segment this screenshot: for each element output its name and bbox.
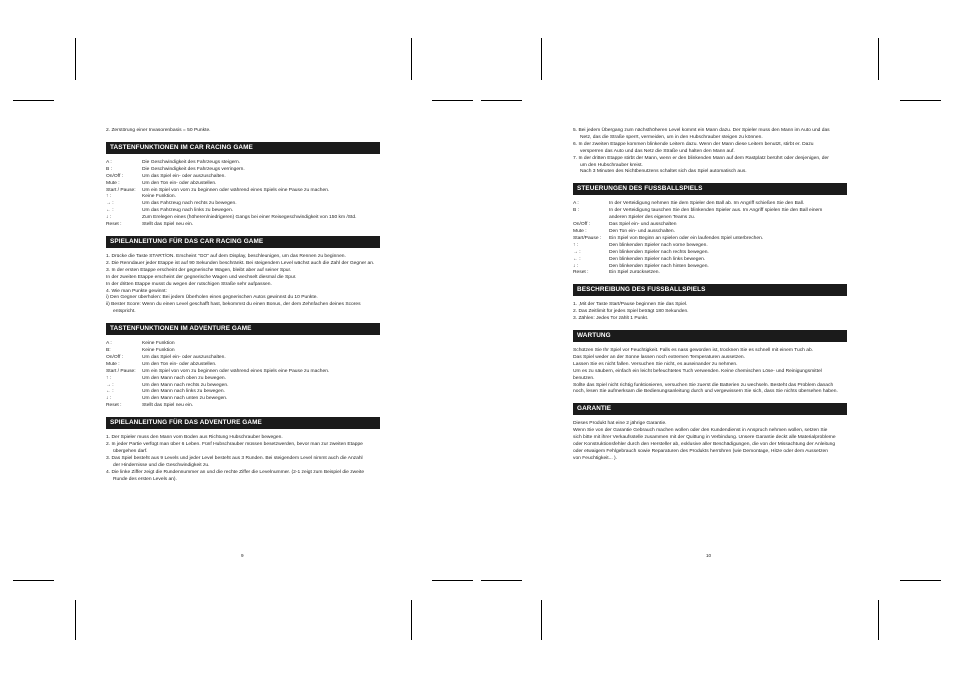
- arrow-right-icon: → :: [106, 201, 114, 207]
- page-number: 9: [241, 553, 244, 558]
- key-desc: Um das Spiel ein- oder auszuschalten.: [142, 354, 226, 360]
- arrow-down-icon: ↓ :: [573, 263, 579, 269]
- instruction-list: [106, 435, 380, 483]
- key-list: [106, 160, 380, 229]
- instruction-line: ii) Bester Score: Wenn du einen Level geschafft hast, bekommst du einen Bonus, der dem Zehnfachen deines Scores: [106, 302, 361, 308]
- key-desc: Den blinkenden Spieler nach links bewegen.: [609, 256, 706, 262]
- key-row: [106, 167, 380, 174]
- key-desc: anderen Spieler des eigenen Teams zu.: [609, 215, 696, 221]
- key-desc: Ein Spiel zurücksetzen.: [609, 270, 660, 276]
- key-row: [573, 257, 847, 264]
- arrow-left-icon: ← :: [573, 256, 581, 262]
- key-desc: Ein Spiel von Beginn an spielen oder ein laufendes Spiel unterbrechen.: [609, 235, 764, 241]
- key-row: [106, 403, 380, 410]
- key-label: Start/Pause :: [573, 235, 602, 241]
- key-label: B :: [106, 166, 112, 172]
- paragraph-block: [573, 348, 847, 396]
- arrow-up-icon: ↑ :: [106, 194, 112, 200]
- instruction-line: 1. Der Spieler muss den Mann vom Boden aus Richtung Hubschrauber bewegen.: [106, 435, 283, 441]
- left-page: [106, 128, 380, 484]
- key-label: Start / Pause:: [106, 368, 136, 374]
- key-desc: Um den Mann nach rechts zu bewegen.: [142, 382, 229, 388]
- text-line: benutzen.: [573, 375, 595, 381]
- key-row: [106, 355, 380, 362]
- instruction-line: 3. Zählen: Jedes Tor zählt 1 Punkt.: [573, 316, 649, 322]
- key-desc: Um den Mann nach unten zu bewegen.: [142, 396, 228, 402]
- text-line: Um es zu säubern, einfach ein leicht befeuchtetes Tuch verwenden. Keine chemischen Löse- und Reinigungsmittel: [573, 368, 822, 374]
- instruction-line: übergehen darf.: [113, 449, 148, 454]
- instruction-line: 4. Die linke Ziffer zeigt die Rundennummer an und die rechte Ziffer die Levelnummer. (2-1 zeigt zum Beispiel die zweite: [106, 469, 365, 475]
- key-list: [573, 201, 847, 277]
- crop-mark: [900, 580, 941, 581]
- section-header: TASTENFUNKTIONEN IM CAR RACING GAME: [106, 142, 380, 154]
- section-header: WARTUNG: [573, 330, 847, 342]
- crop-mark: [481, 580, 522, 581]
- crop-mark: [432, 580, 473, 581]
- instruction-line: i) Den Gegner überholen: Bei jedem Überholen eines gegnerischen Autos gewinnst du 10 Punkte.: [106, 295, 318, 301]
- key-row: [106, 174, 380, 181]
- key-desc: Um das Fahrzeug nach links zu bewegen.: [142, 208, 234, 214]
- key-label: Start / Pause:: [106, 187, 136, 193]
- key-desc: In der Verteidigung nehmen Sie dem Spieler den Ball ab. Im Angriff schießen Sie den Ball.: [609, 201, 805, 207]
- text-line: von Feuchtigkeit... ).: [573, 455, 618, 461]
- text-line: Wenn Sie von der Garantie Gebrauch machen wollen oder den Kundendienst in Anspruch nehmen wollen, setzen Sie: [573, 428, 828, 434]
- section-header: SPIELANLEITUNG FÜR DAS CAR RACING GAME: [106, 236, 380, 248]
- text-line: Sollte das Spiel nicht richtig funktionieren, versuchen Sie zuerst die Batterien zu wechseln. Besteht das Problem danach: [573, 382, 834, 388]
- instruction-line: 4. Wie man Punkte gewinnt:: [106, 288, 167, 294]
- intro-list: [573, 128, 847, 176]
- key-row: [573, 250, 847, 257]
- text-line: noch, lesen Sie aufmerksam die Bedienungsanleitung durch und vergewissern Sie sich, dass Sie nichts übersehen haben.: [573, 389, 838, 395]
- key-label: Reset :: [106, 403, 122, 409]
- crop-mark: [432, 100, 473, 101]
- key-row: [573, 270, 847, 277]
- key-desc: Stellt das Spiel neu ein.: [142, 222, 194, 228]
- text-line: oder Konstruktionsfehler durch den Hersteller ab, exklusive aller Beschädigungen, die von der Missachtung der Anleitung: [573, 442, 836, 448]
- instruction-line: 2. Die Renndauer jeder Etappe ist auf 90 Sekunden beschränkt. Bei steigendem Level wächst auch die Zahl der Gegner an.: [106, 260, 375, 266]
- instruction-list: [573, 302, 847, 323]
- key-desc: Den blinkenden Spieler nach hinten bewegen.: [609, 263, 709, 269]
- key-desc: Keine Funktion: [142, 341, 175, 347]
- instruction-line: 3. In der ersten Etappe erscheint der gegnerische Wagen, bleibt aber auf seiner Spur.: [106, 267, 292, 273]
- section-header: BESCHREIBUNG DES FUSSBALLSPIELS: [573, 284, 847, 296]
- key-desc: In der Verteidigung tauschen Sie den blinkenden Spieler aus. Im Angriff spielen Sie den Ball einem: [609, 208, 823, 214]
- crop-mark: [75, 600, 76, 640]
- crop-mark: [411, 600, 412, 640]
- crop-mark: [481, 100, 522, 101]
- key-label: A :: [573, 201, 579, 207]
- instruction-line: entspricht.: [113, 309, 136, 315]
- instruction-line: um den Hubschrauber kreist.: [580, 162, 643, 168]
- key-row: [106, 369, 380, 376]
- key-label: On/Off :: [106, 173, 124, 179]
- arrow-right-icon: → :: [573, 249, 581, 255]
- text-line: sich bitte mit ihrer Verkaufsstelle zusammen mit der Quittung in Verbindung. Unsere Garantie deckt alle Materialprobleme: [573, 435, 836, 441]
- text-line: Das Spiel weder an der Sonne lassen noch extremen Temperaturen aussetzen.: [573, 354, 745, 360]
- key-desc: Um ein Spiel von vorn zu beginnen oder während eines Spiels eine Pause zu machen.: [142, 187, 330, 193]
- arrow-right-icon: → :: [106, 382, 114, 388]
- key-row: [573, 236, 847, 243]
- instruction-line: 2. In jeder Partie verfügt man über 6 Leben. Fünf Hubschrauber müssen besetzwerden, bevor man zur zweiten Etappe: [106, 442, 363, 448]
- key-row: [106, 376, 380, 383]
- key-label: B :: [573, 208, 579, 214]
- crop-mark: [75, 38, 76, 80]
- key-desc: Um ein Spiel von vorn zu beginnen oder während eines Spiels eine Pause zu machen.: [142, 368, 330, 374]
- key-desc: Das Spiel ein- und ausschalten: [609, 222, 677, 228]
- intro-line: 2. Zerstörung einer Invasorenbasis = 50 Punkte.: [106, 128, 211, 133]
- instruction-line: der Hindernisse und die Geschwindigkeit zu.: [113, 462, 210, 468]
- section-header: SPIELANLEITUNG FÜR DAS ADVENTURE GAME: [106, 417, 380, 429]
- crop-mark: [878, 38, 879, 80]
- key-desc: Den blinkenden Spieler nach vorne bewegen.: [609, 242, 708, 248]
- key-row: [573, 229, 847, 236]
- key-row: [573, 243, 847, 250]
- key-row: [106, 181, 380, 188]
- key-label: Reset :: [573, 270, 589, 276]
- key-desc: Den Ton ein- und ausschalten.: [609, 228, 675, 234]
- crop-mark: [13, 580, 54, 581]
- arrow-down-icon: ↓ :: [106, 215, 112, 221]
- key-row: [573, 222, 847, 229]
- crop-mark: [13, 100, 54, 101]
- arrow-left-icon: ← :: [106, 389, 114, 395]
- instruction-line: 7. In der dritten Etappe stirbt der Mann, wenn er den blinkenden Mann auf dem Rastplatz berührt oder denjenigen, der: [573, 155, 829, 161]
- key-desc: Um den Ton ein- oder abzustellen.: [142, 180, 217, 186]
- key-desc: Die Geschwindigkeit des Fahrzeugs steigern.: [142, 159, 241, 165]
- instruction-line: 6. In der zweiten Etappe kommen blinkende Leitern dazu. Wenn der Mann diese Leitern benutzt, stirbt er. Dazu: [573, 141, 814, 147]
- text-line: Schützen Sie Ihr Spiel vor Feuchtigkeit. Falls es nass geworden ist, trocknen Sie es schnell mit einem Tuch ab.: [573, 348, 814, 354]
- text-line: Lassen Sie es nicht fallen. Versuchen Sie nicht, es auseinander zu nehmen.: [573, 361, 738, 367]
- key-desc: Den blinkenden Spieler nach rechts bewegen.: [609, 249, 709, 255]
- key-label: On/Off :: [106, 354, 124, 360]
- arrow-up-icon: ↑ :: [106, 375, 112, 381]
- key-label: On/Off :: [573, 222, 591, 228]
- key-row: [106, 362, 380, 369]
- key-desc: Um das Spiel ein- oder auszuschalten.: [142, 173, 226, 179]
- key-desc: Um das Fahrzeug nach rechts zu bewegen.: [142, 201, 237, 207]
- section-header: GARANTIE: [573, 403, 847, 415]
- key-desc: Um den Ton ein- oder abzustellen.: [142, 361, 217, 367]
- crop-mark: [900, 100, 941, 101]
- text-line: Dieses Produkt hat eine 2 jährige Garantie.: [573, 421, 667, 427]
- arrow-down-icon: ↓ :: [106, 396, 112, 402]
- key-desc: Keine Funktion.: [142, 194, 176, 200]
- instruction-line: In der dritten Etappe musst du wegen der rutschigen Straße sehr aufpassen.: [106, 281, 272, 287]
- section-header: STEUERUNGEN DES FUSSBALLSPIELS: [573, 183, 847, 195]
- key-label: Mute :: [106, 180, 120, 186]
- key-label: A :: [106, 341, 112, 347]
- key-row: [106, 160, 380, 167]
- instruction-list: [106, 254, 380, 316]
- text-line: oder etwaigem Fehlgebrauch sowie Reparaturen des Produkts herrühren (wie Demontage, Hitze oder dem Aussetzen: [573, 449, 828, 454]
- key-desc: Zum Erelegen eines (höheren/niedrigeren) Gangs bei einer Reisegeschwindigkeit von 150 km /Std.: [142, 215, 357, 221]
- crop-mark: [878, 600, 879, 640]
- key-label: Mute :: [106, 361, 120, 367]
- instruction-line: 2. Das Zeitlimit für jedes Spiel beträgt 180 Sekunden.: [573, 309, 689, 315]
- key-list: [106, 341, 380, 410]
- instruction-line: versperren das Auto und das Netz die Straße und halten den Mann auf.: [580, 148, 735, 154]
- key-desc: Um den Mann nach links zu bewegen.: [142, 389, 225, 395]
- key-row: [106, 222, 380, 229]
- key-row: [106, 341, 380, 348]
- instruction-line: 1. ,Mit der Taste Start/Pause beginnen Sie das Spiel.: [573, 302, 688, 308]
- instruction-line: In der zweiten Etappe erscheint der gegnerische Wagen und wechselt diesmal die Spur.: [106, 274, 297, 280]
- instruction-line: Netz, das die Straße sperrt, vermeiden, um in den Hubschrauber steigen zu können.: [580, 134, 763, 140]
- key-desc: Um den Mann nach oben zu bewegen.: [142, 375, 227, 381]
- key-desc: Stellt das Spiel neu ein.: [142, 403, 194, 409]
- instruction-line: 3. Das Spiel besteht aus 9 Levels und jeder Level besteht aus 3 Runden. Bei steigendem Level nimmt auch die Anzahl: [106, 455, 363, 461]
- key-desc: Keine Funktion: [142, 348, 175, 354]
- instruction-line: Runde des ersten Levels an).: [113, 476, 177, 482]
- page-number: 10: [706, 553, 712, 558]
- key-label: Reset :: [106, 222, 122, 228]
- instruction-line: 1. Drücke die Taste START/ON. Erscheint "GO" auf dem Display, beschleunigen, um das Rennen zu beginnen.: [106, 253, 346, 259]
- key-desc: Die Geschwindigkeit des Fahrzeugs verringern.: [142, 166, 245, 172]
- crop-mark: [411, 38, 412, 80]
- instruction-line: Nach 3 Minuten des Nichtbenutzens schaltet sich das Spiel automatisch aus.: [580, 169, 747, 175]
- crop-mark: [541, 38, 542, 80]
- paragraph-block: [573, 421, 847, 462]
- arrow-left-icon: ← :: [106, 208, 114, 214]
- crop-mark: [541, 600, 542, 640]
- key-row: [106, 348, 380, 355]
- arrow-up-icon: ↑ :: [573, 242, 579, 248]
- instruction-line: 5. Bei jedem Übergang zum nächsthöheren Level kommt ein Mann dazu. Der Spieler muss den Mann im Auto und das: [573, 128, 830, 133]
- right-page: [573, 128, 847, 463]
- key-label: Mute :: [573, 228, 587, 234]
- key-label: A :: [106, 159, 112, 165]
- section-header: TASTENFUNKTIONEN IM ADVENTURE GAME: [106, 323, 380, 335]
- key-label: B:: [106, 348, 111, 354]
